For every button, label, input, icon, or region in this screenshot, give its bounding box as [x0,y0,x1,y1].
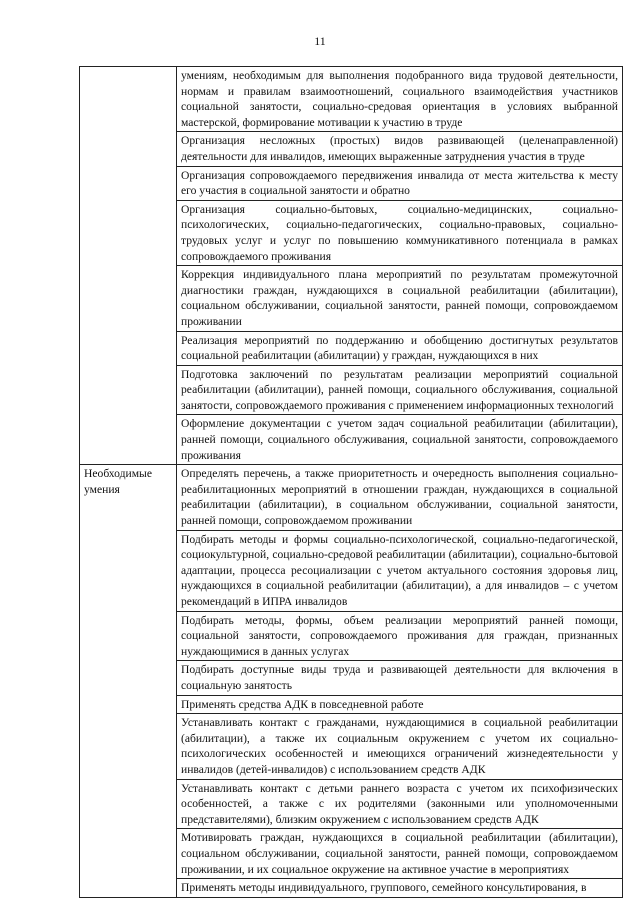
table-cell-text: Применять средства АДК в повседневной работе [177,695,623,714]
content-table [79,66,623,898]
table-cell-text: Подбирать доступные виды труда и развивающей деятельности для включения в социальную занятость [177,661,623,695]
table-cell-text: Организация социально-бытовых, социально-медицинских, социально-психологических, социально-педагогических, социально-правовых, социально-трудовых услуг и услуг по повышению коммуникативного потенциала в рамках сопровождаемого проживания [177,200,623,265]
table-cell-text: Подбирать методы, формы, объем реализации мероприятий ранней помощи, социальной занятости, сопровождаемого проживания для граждан, признанных нуждающимися в данных услугах [177,611,623,661]
table-cell-text: Подготовка заключений по результатам реализации мероприятий социальной реабилитации (абилитации), ранней помощи, социального обслуживания, социальной занятости, сопровождаемого проживания с применением информационных технологий [177,365,623,415]
table-cell-text: Коррекция индивидуального плана мероприятий по результатам промежуточной диагностики граждан, нуждающихся в социальной реабилитации (абилитации), социальном обслуживании, социальной занятости, ранней помощи, сопровождаемом проживании [177,266,623,331]
section-label [80,67,177,465]
table-cell-text: Оформление документации с учетом задач социальной реабилитации (абилитации), ранней помощи, социального обслуживания, социальной занятости, сопровождаемого проживания [177,415,623,465]
table-cell-text: Реализация мероприятий по поддержанию и обобщению достигнутых результатов социальной реабилитации (абилитации) у граждан, нуждающихся в них [177,331,623,365]
table-cell-text: Подбирать методы и формы социально-психологической, социально-педагогической, социокультурной, социально-средовой реабилитации (абилитации), социально-бытовой адаптации, процесса ресоциализации с учетом актуального состояния здоровья лиц, нуждающихся в социальной реабилитации (абилитации), а для инвалидов – с учетом рекомендаций в ИПРА инвалидов [177,530,623,611]
table-row [80,465,623,530]
table-cell-text: Устанавливать контакт с детьми раннего возраста с учетом их психофизических особенностей, а также с их родителями (законными или уполномоченными представителями), близким окружением с использованием средств АДК [177,779,623,829]
section-label: Необходимые умения [80,465,177,897]
table-cell-text: Мотивировать граждан, нуждающихся в социальной реабилитации (абилитации), социальном обслуживании, социальной занятости, ранней помощи, сопровождаемом проживании, и их социальное окружение на активное участие в мероприятиях [177,829,623,879]
table-cell-text: Организация сопровождаемого передвижения инвалида от места жительства к месту его участия в социальной занятости и обратно [177,166,623,200]
page-number: 11 [314,34,326,48]
table-cell-text: умениям, необходимым для выполнения подобранного вида трудовой деятельности, нормам и правилам взаимоотношений, социального взаимодействия участников социальной занятости, социально-средовая ориентация в условиях выбранной мастерской, формирование мотивации к участию в труде [177,67,623,132]
table-cell-text: Организация несложных (простых) видов развивающей (целенаправленной) деятельности для инвалидов, имеющих выраженные затруднения участия в труде [177,132,623,166]
table-cell-text: Устанавливать контакт с гражданами, нуждающимися в социальной реабилитации (абилитации), а также их социальным окружением с учетом их социально-психологических особенностей и имеющихся ограничений жизнедеятельности у инвалидов (детей-инвалидов) с использованием средств АДК [177,714,623,779]
table-body [80,67,623,898]
table-row [80,67,623,132]
table-cell-text: Определять перечень, а также приоритетность и очередность выполнения социально-реабилитационных мероприятий в отношении граждан, нуждающихся в социальной реабилитации (абилитации), в социальном обслуживании, социальной занятости, ранней помощи, сопровождаемом проживании [177,465,623,530]
table-cell-text: Применять методы индивидуального, группового, семейного консультирования, в [177,879,623,898]
